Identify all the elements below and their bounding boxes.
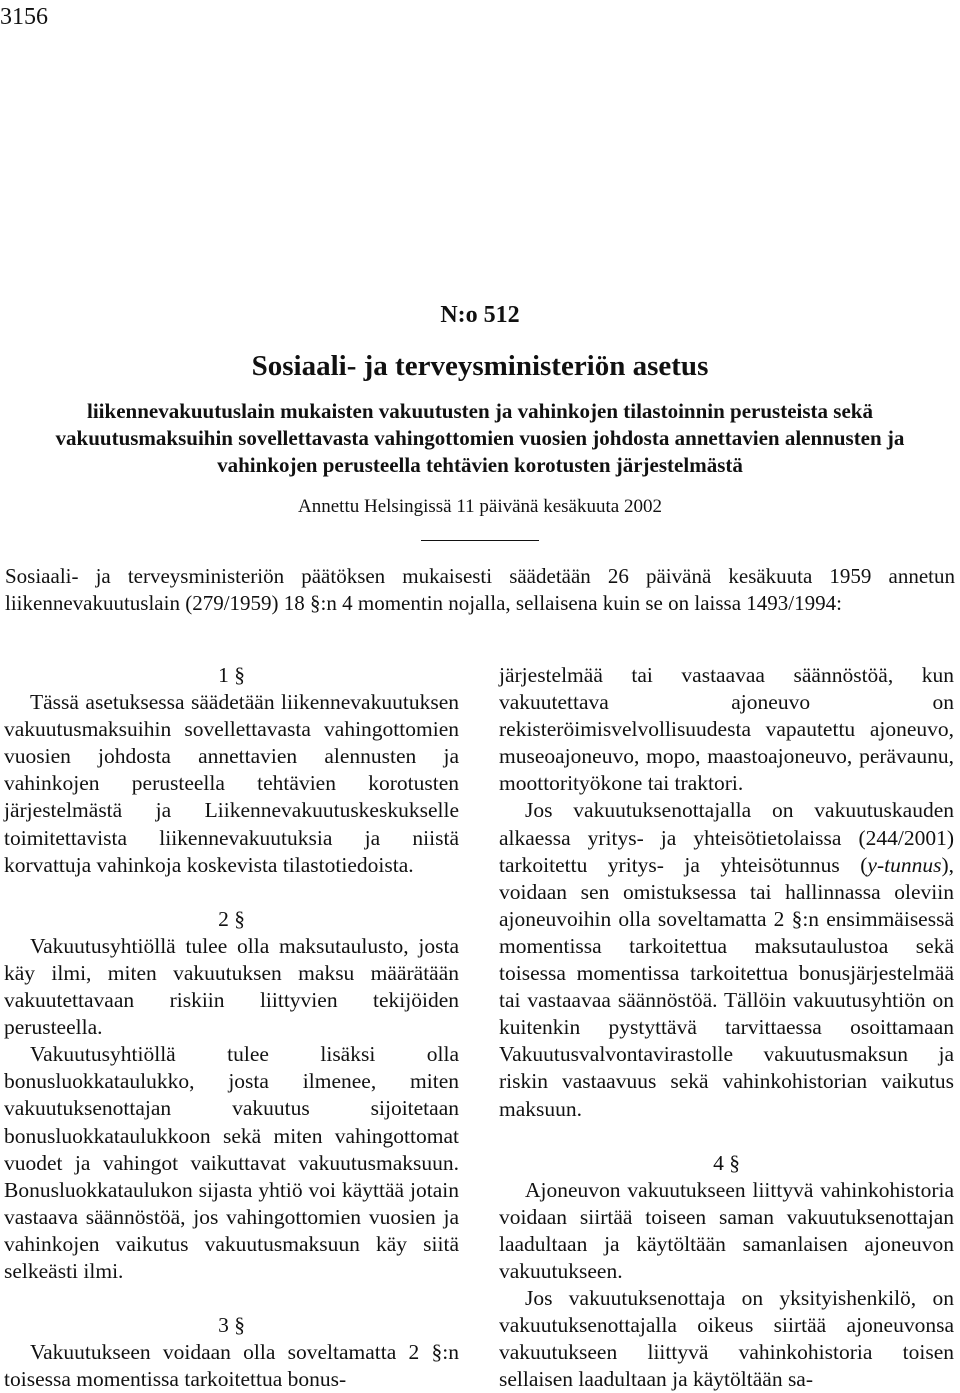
section-gap (4, 1285, 459, 1312)
section-gap (499, 1123, 954, 1150)
y-tunnus-term: y-tunnus (867, 852, 942, 877)
separator-rule (421, 540, 539, 541)
issued-date-line: Annettu Helsingissä 11 päivänä kesäkuuta 2002 (298, 496, 662, 517)
section-4-paragraph-2: Jos vakuutuksenottaja on yksityishenkilö, on vakuutuksenottajalla oikeus siirtää ajoneuvonsa vakuutukseen liittyvä vahinkohistoria toisen sellaisen laadultaan ja käytöltään sa- (499, 1286, 954, 1392)
section-4-heading: 4 § (713, 1150, 740, 1175)
section-3-heading: 3 § (218, 1313, 245, 1338)
section-3-paragraph-1-start: Vakuutukseen voidaan olla soveltamatta 2 §:n toisessa momentissa tarkoitettua bonus- (4, 1340, 459, 1392)
preamble: Sosiaali- ja terveysministeriön päätöksen mukaisesti säädetään 26 päivänä kesäkuuta 1959 annetun liikennevakuutuslain (279/1959) 18 §:n 4 momentin nojalla, sellaisena kuin se on laissa 1493/1994: (5, 564, 955, 615)
section-3-paragraph-2-part-b: ), voidaan sen omistuksessa tai hallinnassa oleviin ajoneuvoihin olla soveltamatta 2 §:n ensimmäisessä momentissa tarkoitettua maksutaulustoa sekä toisessa momentissa tarkoitettua bonusjärjestelmää tai vastaavaa säännöstöä. Tällöin vakuutusyhtiön on kuitenkin pystyttävä tarvittaessa osoittamaan Vakuutusvalvontavirastolle vakuutusmaksun ja riskin vastaavuus sekä vahinkohistorian vaikutus maksuun. (499, 852, 954, 1121)
section-1-paragraph-1: Tässä asetuksessa säädetään liikennevakuutuksen vakuutusmaksuihin sovellettavasta vahingottomien vuosien johdosta annettavien alennusten ja vahinkojen perusteella tehtävien korotusten järjestelmästä ja Liikennevakuutuskeskukselle toimitettavista liikennevakuutuksia ja niistä korvattuja vahinkoja koskevista tilastotiedoista. (4, 690, 459, 877)
section-3-paragraph-2 (499, 797, 954, 1122)
section-2-paragraph-1: Vakuutusyhtiöllä tulee olla maksutaulusto, josta käy ilmi, miten vakuutuksen maksu määrätään vakuutettavaan riskiin liittyvien tekijöiden perusteella. (4, 933, 459, 1040)
section-3-paragraph-2-part-a: Jos vakuutuksenottajalla on vakuutuskauden alkaessa yritys- ja yhteisötietolaissa (244/2001) tarkoitettu yritys- ja yhteisötunnus ( (499, 798, 954, 877)
section-1-heading: 1 § (218, 663, 245, 687)
section-3-paragraph-1-continued: järjestelmää tai vastaavaa säännöstöä, kun vakuutettava ajoneuvo on rekisteröimisvelvollisuudesta vapautettu ajoneuvo, museoajoneuvo, mopo, maastoajoneuvo, perävaunu, moottorityökone tai traktori. (499, 663, 954, 796)
right-column (499, 662, 954, 1393)
section-gap (4, 879, 459, 906)
section-4-paragraph-1: Ajoneuvon vakuutukseen liittyvä vahinkohistoria voidaan siirtää toiseen saman vakuutuksenottajan laadultaan ja käytöltään samanlaisen ajoneuvon vakuutukseen. (499, 1177, 954, 1283)
page-number: 3156 (0, 4, 48, 30)
act-number: N:o 512 (440, 302, 520, 328)
act-title: Sosiaali- ja terveysministeriön asetus (251, 350, 709, 382)
left-column (4, 662, 459, 1393)
section-2-heading: 2 § (218, 906, 245, 931)
section-2-paragraph-2: Vakuutusyhtiöllä tulee lisäksi olla bonusluokkataulukko, josta ilmenee, miten vakuutuksenottajan vakuutus sijoitetaan bonusluokkataulukkoon sekä miten vahingottomat vuodet ja vahingot vaikuttavat vakuutusmaksuun. Bonusluokkataulukon sijasta yhtiö voi käyttää jotain vastaava säännöstöä, jos vahingottomien vuosien ja vahinkojen vaikutus vakuutusmaksuun käy siitä selkeästi ilmi. (4, 1042, 459, 1283)
act-subtitle: liikennevakuutuslain mukaisten vakuutusten ja vahinkojen tilastoinnin perusteista sekä vakuutusmaksuihin sovellettavasta vahingottomien vuosien johdosta annettavien alennusten ja vahinkojen perusteella tehtävien korotusten järjestelmästä (55, 399, 905, 477)
